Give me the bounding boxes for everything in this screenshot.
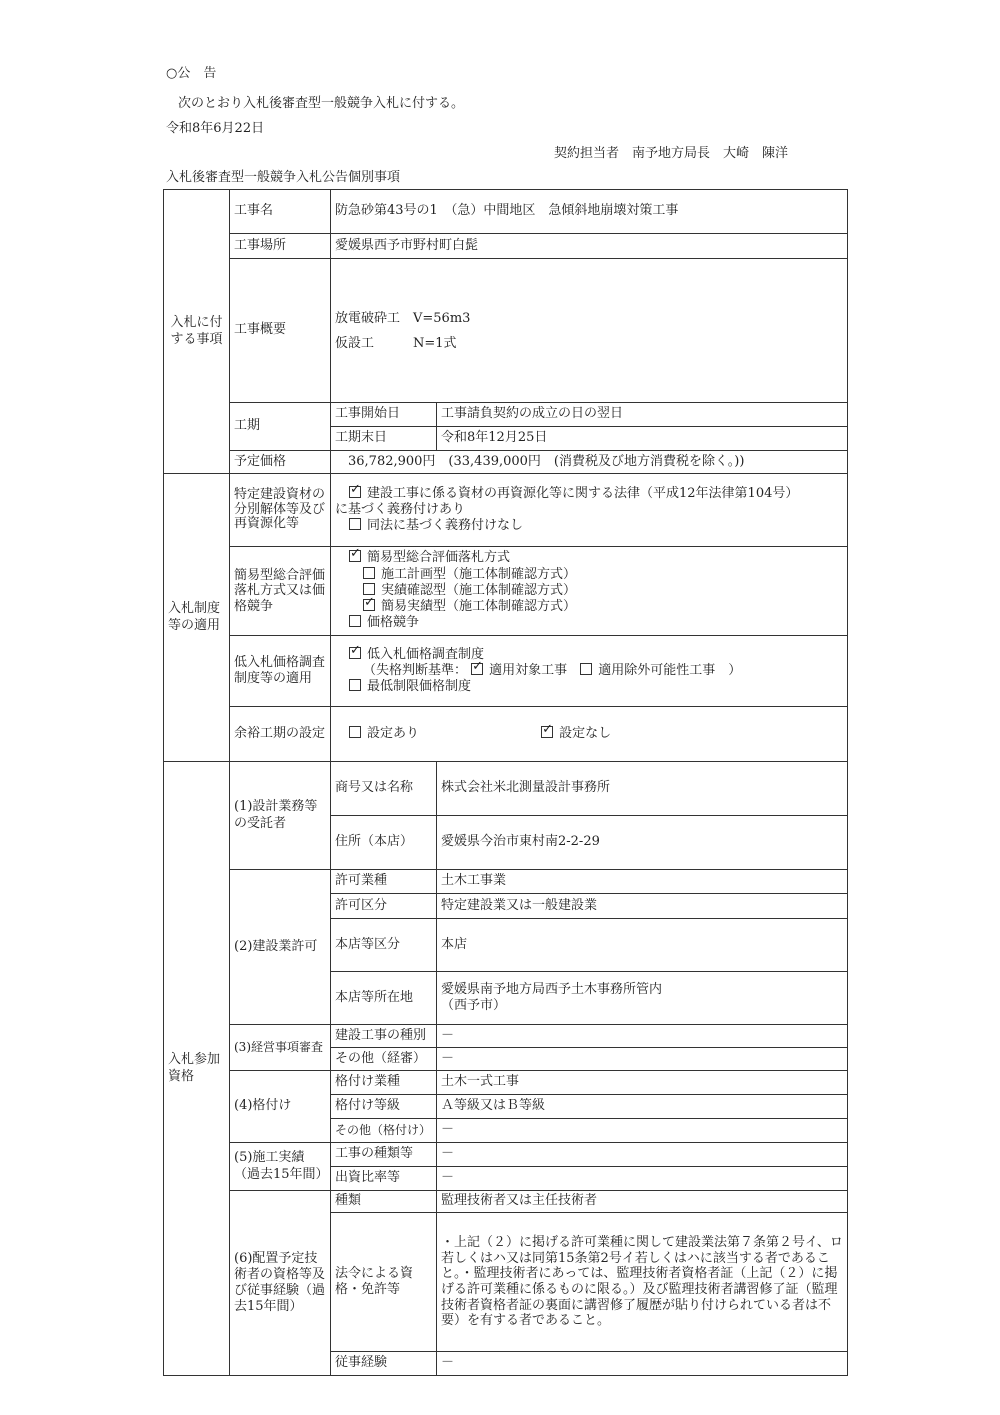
- designer-address-value: 愛媛県今治市東村南2-2-29: [437, 816, 848, 870]
- end-date-value: 令和8年12月25日: [437, 427, 848, 451]
- work-name-value: 防急砂第43号の1 （急）中間地区 急傾斜地崩壊対策工事: [331, 190, 848, 234]
- start-date-label: 工事開始日: [331, 403, 437, 427]
- rating-grade-value: Ａ等級又はＢ等級: [437, 1095, 848, 1119]
- section-system-label: 入札制度等の適用: [164, 474, 230, 762]
- location-line: （西予市）: [441, 998, 507, 1013]
- track-record-label: (5)施工実績（過去15年間）: [230, 1143, 331, 1191]
- mgmt-kind-label: 建設工事の種別: [331, 1025, 437, 1048]
- checkbox-empty-icon: [349, 679, 361, 691]
- track-ratio-value: －: [437, 1167, 848, 1191]
- outline-line: 仮設工 N=1式: [335, 335, 457, 351]
- option-label: （失格判断基準：: [363, 662, 468, 678]
- engineer-law-value: ・上記（２）に掲げる許可業種に関して建設業法第７条第２号イ、ロ若しくはハ又は同第15条第2号イ若しくはハに該当する者であること。・監理技術者にあっては、監理技術者資格者証（上記（２）に掲げる許可業種に係るものに限る。）及び監理技術者講習修了証（監理技術者資格者証の裏面に講習修了履歴が貼り付けられている者は不要）を有する者であること。: [437, 1213, 848, 1352]
- work-outline-label: 工事概要: [230, 259, 331, 403]
- option-label: 価格競争: [367, 615, 420, 631]
- license-kind-value: 土木工事業: [437, 870, 848, 894]
- checkbox-checked-icon: [363, 599, 375, 611]
- management-review-label: (3)経営事項審査: [230, 1025, 331, 1071]
- track-ratio-label: 出資比率等: [331, 1167, 437, 1191]
- option-label: 設定なし: [559, 725, 612, 741]
- end-date-label: 工期末日: [331, 427, 437, 451]
- office-location-label: 本店等所在地: [331, 972, 437, 1025]
- engineer-exp-label: 従事経験: [331, 1352, 437, 1376]
- recycle-options: [331, 474, 848, 547]
- option-label: 適用除外可能性工事 ）: [598, 662, 742, 678]
- checkbox-empty-icon: [349, 726, 361, 738]
- table-title: 入札後審査型一般競争入札公告個別事項: [166, 170, 401, 185]
- mgmt-other-value: －: [437, 1048, 848, 1071]
- checkbox-checked-icon: [349, 486, 361, 498]
- option-label: 建設工事に係る資材の再資源化等に関する法律（平成12年法律第104号）: [367, 485, 799, 501]
- low-bid-options: [331, 636, 848, 707]
- option-label: 施工計画型（施工体制確認方式）: [381, 566, 577, 582]
- rating-grade-label: 格付け等級: [331, 1095, 437, 1119]
- designer-label: (1)設計業務等の受託者: [230, 762, 331, 870]
- signer: 契約担当者 南予地方局長 大崎 陳洋: [554, 146, 789, 161]
- engineer-exp-value: －: [437, 1352, 848, 1376]
- rating-label: (4)格付け: [230, 1071, 331, 1143]
- option-label: 設定あり: [367, 725, 420, 741]
- rating-kind-label: 格付け業種: [331, 1071, 437, 1095]
- designer-address-label: 住所（本店）: [331, 816, 437, 870]
- section-bid-items-label: 入札に付する事項: [164, 190, 230, 474]
- low-bid-label: 低入札価格調査制度等の適用: [230, 636, 331, 707]
- eval-method-options: [331, 547, 848, 636]
- notice-mark: ○公 告: [166, 66, 217, 81]
- mgmt-kind-value: －: [437, 1025, 848, 1048]
- option-label: 簡易型総合評価落札方式: [367, 550, 511, 566]
- office-location-value: [437, 972, 848, 1025]
- option-label: 同法に基づく義務付けなし: [367, 518, 524, 534]
- rating-other-label: その他（格付け）: [331, 1119, 437, 1143]
- notice-date: 令和8年6月22日: [166, 121, 265, 136]
- designer-name-value: 株式会社米北測量設計事務所: [437, 762, 848, 816]
- license-class-label: 許可区分: [331, 894, 437, 919]
- office-type-label: 本店等区分: [331, 919, 437, 972]
- track-kind-value: －: [437, 1143, 848, 1167]
- section-qualification-label: 入札参加資格: [164, 762, 230, 1376]
- checkbox-checked-icon: [349, 647, 361, 659]
- notice-lead: 次のとおり入札後審査型一般競争入札に付する。: [178, 96, 465, 111]
- checkbox-checked-icon: [471, 663, 483, 675]
- option-label: 低入札価格調査制度: [367, 646, 485, 662]
- option-label-cont: に基づく義務付けあり: [335, 501, 466, 517]
- track-kind-label: 工事の種類等: [331, 1143, 437, 1167]
- checkbox-empty-icon: [363, 567, 375, 579]
- option-label: 実績確認型（施工体制確認方式）: [381, 582, 577, 598]
- engineer-law-label: 法令による資格・免許等: [331, 1213, 437, 1352]
- mgmt-other-label: その他（経審）: [331, 1048, 437, 1071]
- slack-period-label: 余裕工期の設定: [230, 707, 331, 762]
- engineer-label: (6)配置予定技術者の資格等及び従事経験（過去15年間）: [230, 1191, 331, 1376]
- price-value: 36,782,900円 (33,439,000円 (消費税及び地方消費税を除く。)): [331, 451, 848, 474]
- eval-method-label: 簡易型総合評価落札方式又は価格競争: [230, 547, 331, 636]
- start-date-value: 工事請負契約の成立の日の翌日: [437, 403, 848, 427]
- license-label: (2)建設業許可: [230, 870, 331, 1025]
- rating-kind-value: 土木一式工事: [437, 1071, 848, 1095]
- checkbox-checked-icon: [349, 550, 361, 562]
- outline-line: 放電破砕工 V=56m3: [335, 311, 471, 327]
- checkbox-empty-icon: [363, 583, 375, 595]
- price-label: 予定価格: [230, 451, 331, 474]
- rating-other-value: －: [437, 1119, 848, 1143]
- work-outline-value: [331, 259, 848, 403]
- checkbox-empty-icon: [349, 615, 361, 627]
- slack-period-options: [331, 707, 848, 762]
- engineer-kind-value: 監理技術者又は主任技術者: [437, 1191, 848, 1213]
- checkbox-checked-icon: [541, 726, 553, 738]
- notice-table: [163, 189, 848, 1376]
- location-line: 愛媛県南予地方局西予土木事務所管内: [441, 981, 663, 997]
- option-label: 適用対象工事: [489, 662, 568, 678]
- period-label: 工期: [230, 403, 331, 451]
- work-place-label: 工事場所: [230, 234, 331, 259]
- designer-name-label: 商号又は名称: [331, 762, 437, 816]
- work-place-value: 愛媛県西予市野村町白髭: [331, 234, 848, 259]
- license-class-value: 特定建設業又は一般建設業: [437, 894, 848, 919]
- option-label: 最低制限価格制度: [367, 679, 472, 695]
- checkbox-empty-icon: [580, 663, 592, 675]
- checkbox-empty-icon: [349, 518, 361, 530]
- office-type-value: 本店: [437, 919, 848, 972]
- recycle-label: 特定建設資材の分別解体等及び再資源化等: [230, 474, 331, 547]
- option-label: 簡易実績型（施工体制確認方式）: [381, 599, 577, 615]
- license-kind-label: 許可業種: [331, 870, 437, 894]
- work-name-label: 工事名: [230, 190, 331, 234]
- engineer-kind-label: 種類: [331, 1191, 437, 1213]
